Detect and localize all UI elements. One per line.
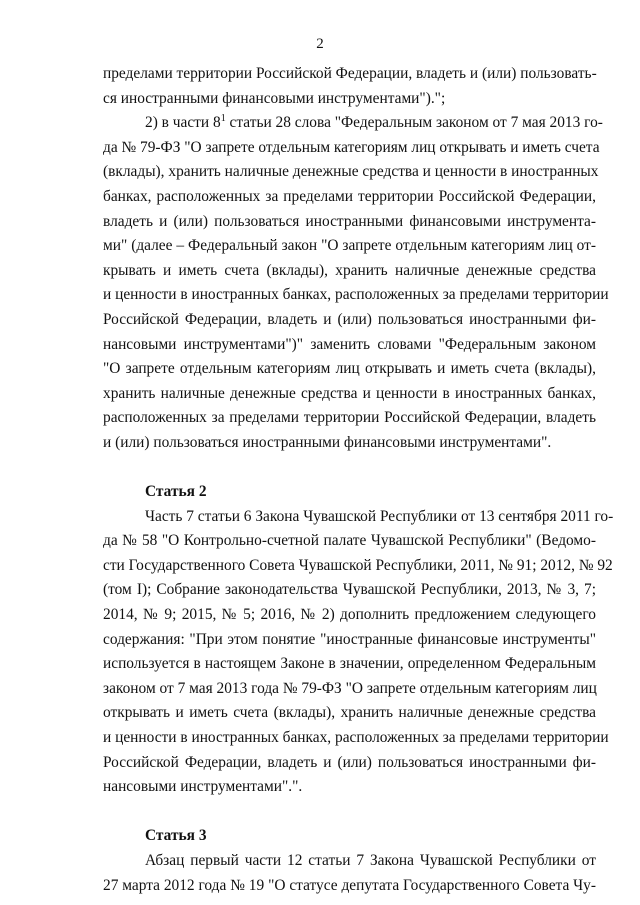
text-line: нансовыми инструментами")" заменить словами "Федеральным законом	[103, 335, 596, 353]
paragraph-gap	[103, 800, 596, 825]
text-line: ми" (далее – Федеральный закон "О запрете отдельным категориям лиц от-	[103, 237, 596, 255]
text-fragment: 2) в части 8	[145, 114, 221, 132]
text-line: нансовыми инструментами".".	[103, 778, 303, 796]
text-line: содержания: "При этом понятие "иностранные финансовые инструменты"	[103, 630, 596, 648]
text-line: крывать и иметь счета (вклады), хранить наличные денежные средства	[103, 261, 596, 279]
text-line: и ценности в иностранных банках, расположенных за пределами территории	[103, 729, 609, 747]
text-line: хранить наличные денежные средства и ценности в иностранных банках,	[103, 384, 596, 402]
text-line: банках, расположенных за пределами территории Российской Федерации,	[103, 187, 596, 205]
document-body	[103, 62, 614, 898]
text-line: ся иностранными финансовыми инструментами").";	[103, 89, 446, 107]
text-line: да № 79-ФЗ "О запрете отдельным категориям лиц открывать и иметь счета	[103, 138, 600, 156]
text-line: Российской Федерации, владеть и (или) пользоваться иностранными фи-	[103, 310, 596, 328]
text-line: "О запрете отдельным категориям лиц открывать и иметь счета (вклады),	[103, 360, 596, 378]
text-line: используется в настоящем Законе в значении, определенном Федеральным	[103, 655, 596, 673]
text-line: Российской Федерации, владеть и (или) пользоваться иностранными фи-	[103, 753, 596, 771]
text-line: пределами территории Российской Федерации, владеть и (или) пользовать-	[103, 65, 597, 82]
page-number: 2	[316, 36, 324, 52]
text-line: и (или) пользоваться иностранными финансовыми инструментами".	[103, 433, 552, 451]
article-heading: Статья 2	[145, 483, 207, 501]
superscript: 1	[220, 113, 226, 125]
text-line: владеть и (или) пользоваться иностранными финансовыми инструмента-	[103, 212, 596, 230]
text-line: открывать и иметь счета (вклады), хранить наличные денежные средства	[103, 704, 596, 722]
text-line: (вклады), хранить наличные денежные средства и ценности в иностранных	[103, 163, 599, 181]
text-line: 2014, № 9; 2015, № 5; 2016, № 2) дополнить предложением следующего	[103, 606, 596, 624]
text-line: законом от 7 мая 2013 года № 79-ФЗ "О запрете отдельным категориям лиц	[103, 679, 597, 697]
article-heading: Статья 3	[145, 827, 207, 845]
text-line: расположенных за пределами территории Российской Федерации, владеть	[103, 409, 596, 427]
text-line: (том I); Собрание законодательства Чувашской Республики, 2013, № 3, 7;	[103, 581, 596, 599]
text-line: и ценности в иностранных банках, расположенных за пределами территории	[103, 286, 609, 304]
text-line: 27 марта 2012 года № 19 "О статусе депутата Государственного Совета Чу-	[103, 876, 596, 894]
text-line: Часть 7 статьи 6 Закона Чувашской Республики от 13 сентября 2011 го-	[145, 507, 614, 525]
paragraph-gap	[103, 456, 596, 481]
text-line	[103, 111, 603, 136]
text-line: сти Государственного Совета Чувашской Республики, 2011, № 91; 2012, № 92	[103, 556, 613, 574]
text-line: да № 58 "О Контрольно-счетной палате Чувашской Республики" (Ведомо-	[103, 532, 596, 550]
text-line: Абзац первый части 12 статьи 7 Закона Чувашской Республики от	[145, 852, 596, 869]
text-fragment: статьи 28 слова "Федеральным законом от 7 мая 2013 го-	[225, 114, 603, 132]
